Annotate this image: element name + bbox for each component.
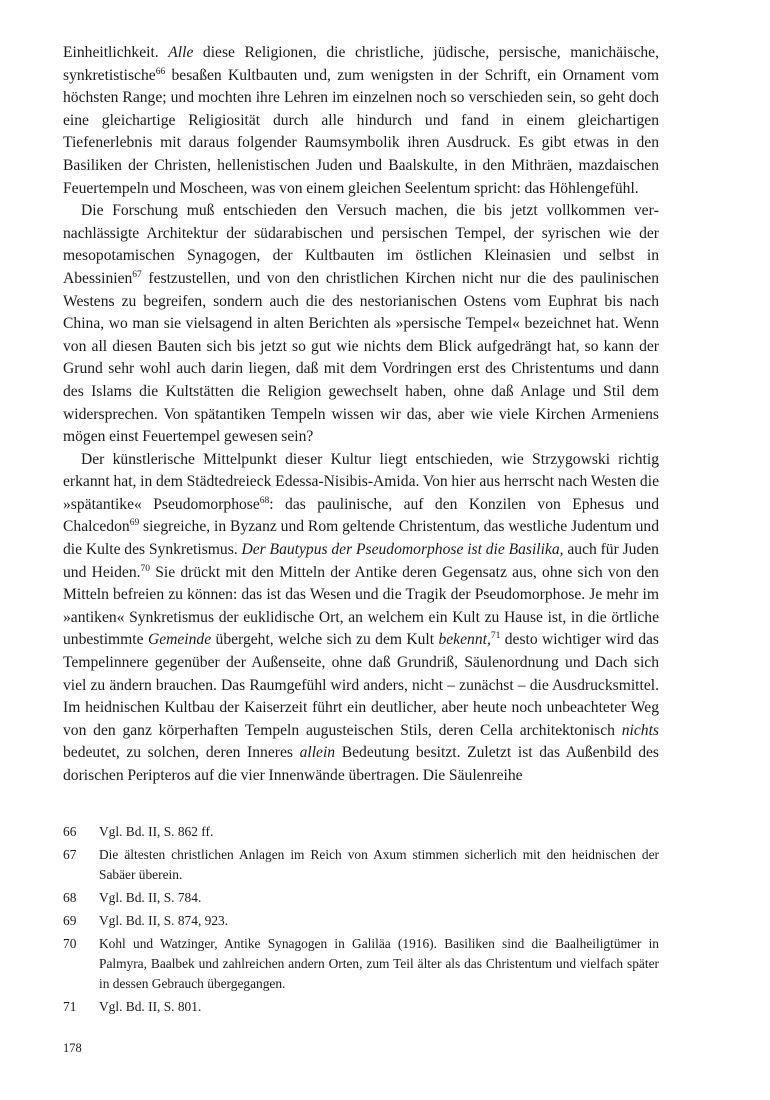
- footnote: [63, 934, 659, 994]
- text-run: Bedeutung besitzt. Zuletzt ist das Außenbild des dorischen Peripteros auf die vier Innenwände übertragen. Die Säulenreihe: [63, 744, 660, 784]
- footnotes: [63, 822, 659, 1020]
- footnote-number: 69: [63, 913, 77, 928]
- page-number: 178: [63, 1041, 82, 1055]
- text-run: festzustellen, und von den christlichen Kirchen nicht nur die des paulinischen Westens zu begreifen, sondern auch die des nestorianischen Ostens vom Euphrat bis nach China, wo man sie vielsagend in alten Berichten als »persische Tempel« bezeichnet hat. Wenn von all diesen Bauten sich bis jetzt so gut wie nichts dem Blick aufgedrängt hat, so kann der Grund sehr wohl auch darin liegen, daß mit dem Vordringen erst des Christentums und dann des Islams die Kultstätten die Religion gewechselt haben, ohne daß Anlage und Stil dem widersprechen. Von spätantiken Tempeln wissen wir das, aber wie viele Kirchen Armeniens mögen einst Feuertempel gewesen sein?: [63, 269, 659, 446]
- text-run: : das paulinische, auf den Konzilen von Ephesus und Chalcedon: [63, 495, 659, 536]
- text-run: Einheitlichkeit.: [63, 44, 169, 61]
- footnote-number: 71: [63, 999, 77, 1014]
- paragraph: [63, 42, 659, 200]
- text-run: Die Forschung muß entschieden den Versuch machen, die bis jetzt vollkommen vernachlässigte Architektur der südarabischen und persischen Tempel, der syrischen wie der mesopotamischen Synagogen, der Kultbauten im östlichen Kleinasien und selbst in Abessinien: [63, 202, 659, 287]
- footnote-ref: 67: [132, 269, 142, 280]
- footnote-number: 66: [63, 824, 77, 839]
- footnote: [63, 822, 659, 842]
- footnote: [63, 888, 659, 908]
- footnote: [63, 997, 659, 1017]
- text-run: auch für Juden und Heiden.: [63, 541, 659, 581]
- text-run: bedeutet, zu solchen, deren Inneres: [63, 744, 300, 762]
- footnote-text: Die ältesten christlichen Anlagen im Reich von Axum stimmen sicherlich mit den heidnischen der Sabäer überein.: [99, 847, 659, 882]
- paragraph: [63, 200, 659, 449]
- text-run: diese Religionen, die christliche, jüdische, persische, manichäische, synkretistische: [63, 44, 659, 84]
- text-run: Der künstlerische Mittelpunkt dieser Kultur liegt entschieden, wie Strzygowski richtig erkannt hat, in dem Städtedreieck Edessa-Nisibis-Amida. Von hier aus herrscht nach Westen die »spätantike« Pseudomorphose: [63, 450, 659, 513]
- text-run: übergeht, welche sich zu dem Kult: [211, 631, 439, 649]
- footnote-ref: 69: [129, 518, 140, 529]
- footnote-ref: 68: [259, 495, 270, 506]
- paragraph: [63, 449, 659, 788]
- text-run: siegreiche, in Byzanz und Rom geltende Christentum, das westliche Judentum und die Kulte des Synkretismus.: [63, 518, 659, 559]
- footnote-text: Vgl. Bd. II, S. 874, 923.: [99, 913, 229, 928]
- italic-text: Alle: [168, 44, 194, 61]
- text-run: Sie drückt mit den Mitteln der Antike deren Gegensatz aus, ohne sich von den Mitteln befreien zu können: das ist das Wesen und die Tragik der Pseudomorphose. Je mehr im »antiken« Synkretismus der euklidische Ort, an welchem ein Kult zu Hause ist, in die örtliche unbestimmte: [63, 563, 659, 649]
- italic-text: nichts: [621, 721, 659, 739]
- italic-text: Gemeinde: [147, 631, 212, 649]
- italic-text: allein: [299, 744, 336, 762]
- footnote-number: 68: [63, 890, 77, 905]
- footnote-ref: 71: [490, 631, 501, 642]
- text-run: desto wichtiger wird das Tempelinnere gegenüber der Außenseite, ohne daß Grundriß, Säulenordnung und Dach sich viel zu ändern brauchen. Das Raumgefühl wird anders, nicht – zunächst – die Ausdrucksmittel. Im heidnischen Kultbau der Kaiserzeit führt ein deutlicher, aber heute noch unbeachteter Weg von den ganz körperhaften Tempeln augusteischen Stils, deren Cella architektonisch: [63, 631, 660, 739]
- footnote-number: 67: [63, 847, 77, 862]
- italic-text: bekennt,: [438, 631, 491, 649]
- footnote-ref: 66: [155, 66, 166, 77]
- footnote: [63, 845, 659, 885]
- footnote-ref: 70: [140, 563, 151, 574]
- main-text: [63, 42, 659, 788]
- footnote-text: Vgl. Bd. II, S. 801.: [99, 999, 202, 1014]
- footnote-text: Kohl und Watzinger, Antike Synagogen in Galiläa (1916). Basiliken sind die Baalheiligtümer in Palmyra, Baalbek und zahlreichen andern Orten, zum Teil älter als das Christentum und vielfach später in dessen Gebrauch übergegangen.: [99, 936, 659, 991]
- text-run: besaßen Kultbauten und, zum wenigsten in der Schrift, ein Ornament vom höchsten Range; und mochten ihre Lehren im einzelnen noch so verschieden sein, so geht doch eine gleichartige Religiosität durch alle hindurch und fand in einem gleichartigen Tiefenerlebnis mit daraus folgender Raumsymbolik ihren Ausdruck. Es gibt etwas in den Basiliken der Christen, hellenistischen Juden und Baalskulte, in den Mithräen, mazdaischen Feuertempeln und Moscheen, was von einem gleichen Seelentum spricht: das Höhlengefühl.: [63, 66, 659, 197]
- footnote-text: Vgl. Bd. II, S. 862 ff.: [99, 824, 214, 839]
- footnote-number: 70: [63, 936, 77, 951]
- italic-text: Der Bautypus der Pseudomorphose ist die Basilika,: [241, 541, 564, 559]
- footnote: [63, 911, 659, 931]
- footnote-text: Vgl. Bd. II, S. 784.: [99, 890, 202, 905]
